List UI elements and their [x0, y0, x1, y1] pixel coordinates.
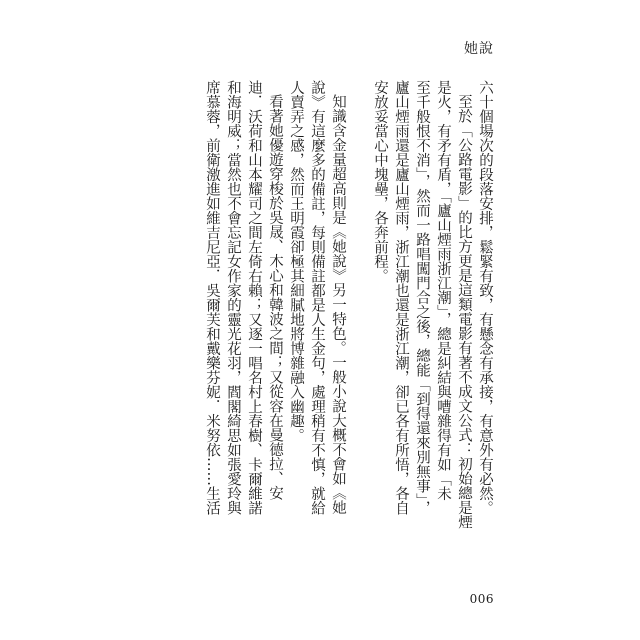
page-number: 006 [469, 592, 494, 606]
text-column: 知識含金量超高則是《她說》另一特色。一般小說大概不會如《她 [330, 94, 346, 515]
paragraph-gap [349, 80, 368, 540]
text-column: 至千般恨不消」，然而一路唱闖門合之後，總能「到得還來別無事」， [414, 80, 430, 515]
text-column: 廬山煙雨還是廬山煙雨，浙江潮也還是浙江潮，卻已各有所悟，各自 [393, 80, 409, 515]
text-column: 安放妥當心中塊壘，各奔前程。 [372, 80, 388, 283]
text-column: 看著她優遊穿梭於吳晟、木心和韓波之間；又從容在曼德拉、安 [267, 94, 283, 500]
text-column: 至於「公路電影」的比方更是這類電影有著不成文公式：初始總是煙 [456, 94, 472, 529]
page-title: 她說 [464, 41, 494, 57]
text-column: 是火，有矛有盾，「廬山煙雨浙江潮」，總是糾結與嘈雜得有如「未 [435, 80, 451, 501]
book-page [146, 0, 494, 640]
text-column: 席慕蓉，前衛激進如維吉尼亞．吳爾芙和戴樂芬妮．米努依……生活 [204, 80, 220, 515]
body-text [146, 80, 494, 540]
text-column: 六十個場次的段落安排，鬆緊有致，有懸念有承接，有意外有必然。 [477, 80, 493, 515]
text-column: 迪．沃荷和山本耀司之間左倚右賴；又逐一唱名村上春樹、卡爾維諾 [246, 80, 262, 515]
text-column: 說》有這麼多的備註，每則備註都是人生金句，處理稍有不慎，就給 [309, 80, 325, 515]
text-column: 和海明威；當然也不會忘記女作家的靈光花羽，閻閣綺思如張愛玲與 [225, 80, 241, 515]
text-column: 人賣弄之感，然而王明霞卻極其細膩地將博雜融入幽趣。 [288, 80, 304, 443]
